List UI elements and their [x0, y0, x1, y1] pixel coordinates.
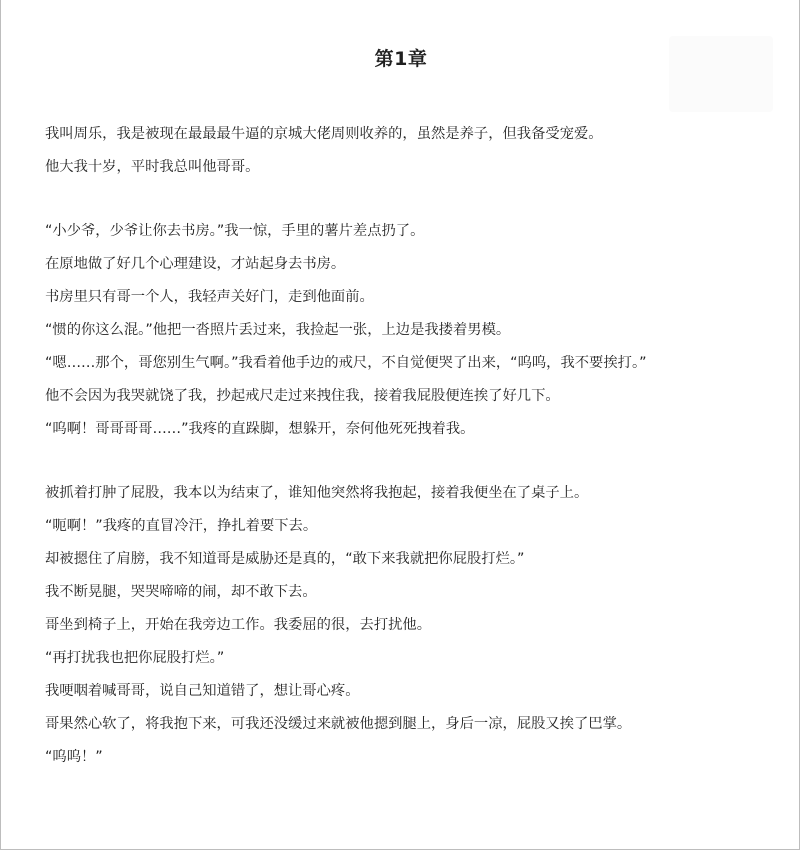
chapter-body	[45, 118, 765, 774]
paragraph: 他大我十岁，平时我总叫他哥哥。	[45, 159, 260, 175]
paragraph: “呜啊！哥哥哥哥……”我疼的直跺脚，想躲开，奈何他死死拽着我。	[45, 421, 475, 437]
paragraph: 我不断晃腿，哭哭啼啼的闹，却不敢下去。	[45, 584, 317, 600]
paragraph: “嗯……那个，哥您别生气啊。”我看着他手边的戒尺，不自觉便哭了出来，“呜呜，我不要挨打。”	[45, 355, 647, 371]
paragraph: 在原地做了好几个心理建设，才站起身去书房。	[45, 256, 346, 272]
paragraph: “呜呜！”	[45, 749, 103, 765]
paragraph: 哥果然心软了，将我抱下来，可我还没缓过来就被他摁到腿上，身后一凉，屁股又挨了巴掌。	[45, 716, 632, 732]
paragraph: “呃啊！”我疼的直冒冷汗，挣扎着要下去。	[45, 518, 318, 534]
paragraph: 我哽咽着喊哥哥，说自己知道错了，想让哥心疼。	[45, 683, 360, 699]
paragraph: 他不会因为我哭就饶了我，抄起戒尺走过来拽住我，接着我屁股便连挨了好几下。	[45, 388, 560, 404]
paragraph: 哥坐到椅子上，开始在我旁边工作。我委屈的很，去打扰他。	[45, 617, 432, 633]
paragraph-gap	[45, 446, 765, 477]
paragraph: 书房里只有哥一个人，我轻声关好门，走到他面前。	[45, 289, 374, 305]
paragraph: 我叫周乐，我是被现在最最最牛逼的京城大佬周则收养的，虽然是养子，但我备受宠爱。	[45, 126, 603, 142]
paragraph-gap	[45, 184, 765, 215]
chapter-title: 第1章	[374, 48, 428, 70]
paragraph: 却被摁住了肩膀，我不知道哥是威胁还是真的，“敢下来我就把你屁股打烂。”	[45, 551, 525, 567]
paragraph: “惯的你这么混。”他把一沓照片丢过来，我捡起一张，上边是我搂着男模。	[45, 322, 511, 338]
paragraph: “再打扰我也把你屁股打烂。”	[45, 650, 225, 666]
paragraph: 被抓着打肿了屁股，我本以为结束了，谁知他突然将我抱起，接着我便坐在了桌子上。	[45, 485, 589, 501]
paragraph: “小少爷，少爷让你去书房。”我一惊，手里的薯片差点扔了。	[45, 223, 425, 239]
